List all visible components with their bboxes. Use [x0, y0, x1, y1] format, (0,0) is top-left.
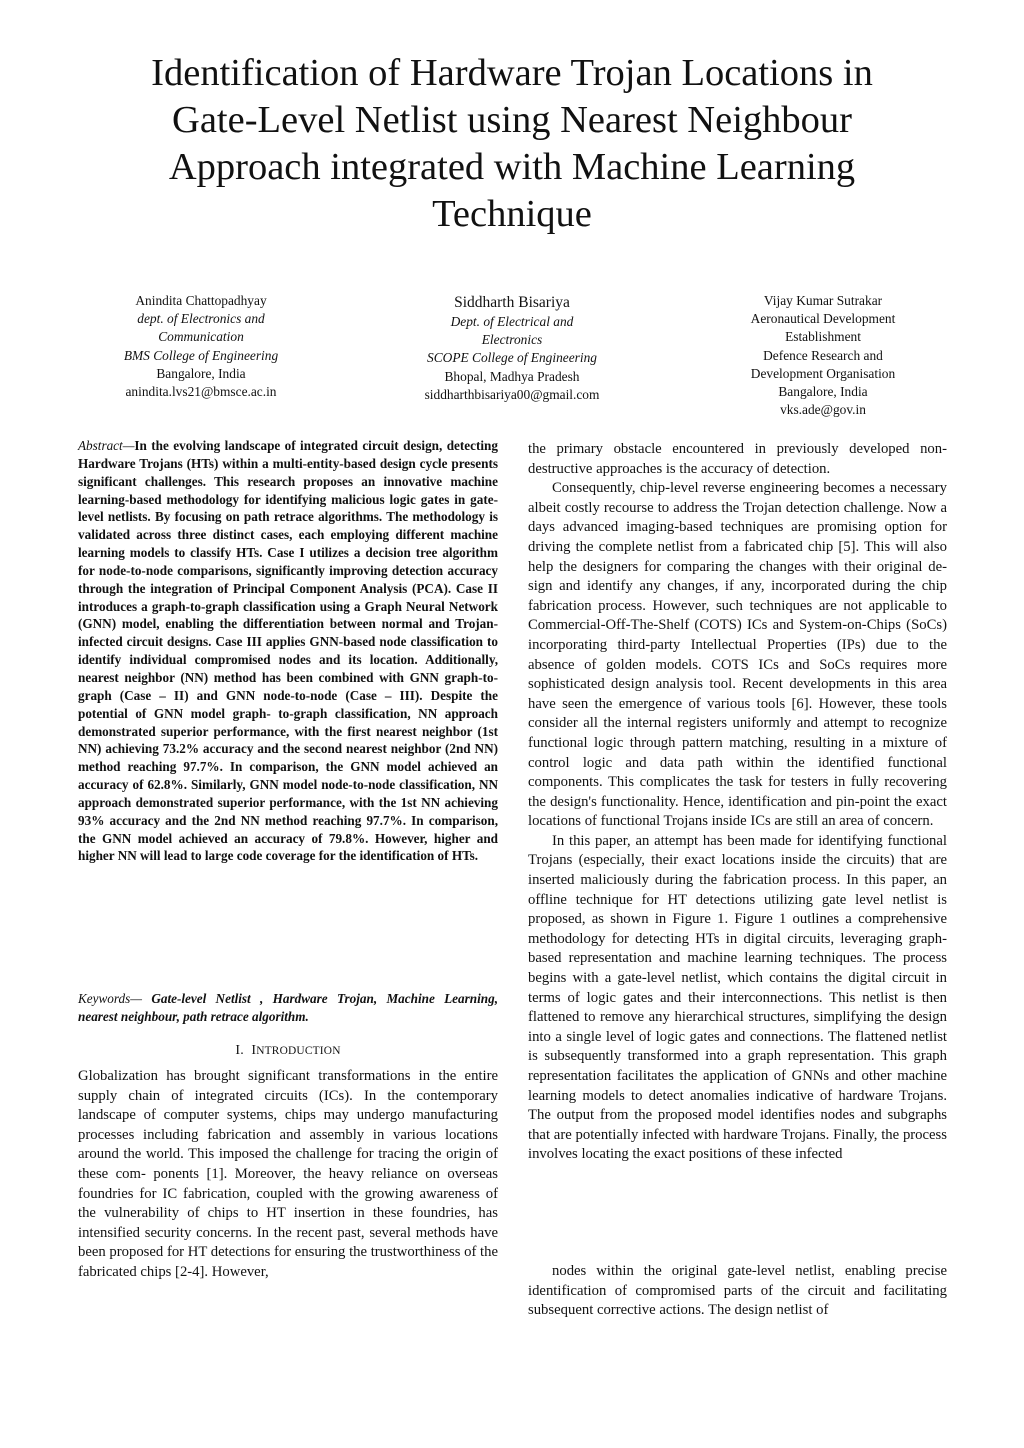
author-institution: BMS College of Engineering: [123, 347, 279, 363]
author-institution: SCOPE College of Engineering: [427, 350, 597, 366]
author-email: vks.ade@gov.in: [780, 402, 866, 418]
author-email: anindita.lvs21@bmsce.ac.in: [125, 384, 277, 400]
author-dept: Communication: [158, 329, 244, 345]
author-block-3: [698, 292, 948, 419]
keywords: [78, 990, 498, 1026]
section-number: I.: [235, 1043, 244, 1058]
author-dept: Development Organisation: [750, 365, 896, 381]
title-line: Identification of Hardware Trojan Locations in: [151, 52, 873, 94]
section-title-initial: I: [251, 1043, 257, 1058]
author-location: Bangalore, India: [778, 384, 868, 400]
abstract-label: Abstract—: [78, 438, 135, 453]
author-dept: Electronics: [481, 332, 543, 348]
title-line: Gate-Level Netlist using Nearest Neighbour: [172, 99, 852, 141]
author-name: Anindita Chattopadhyay: [135, 293, 267, 308]
abstract-text: In the evolving landscape of integrated circuit design, detecting Hardware Trojans (HTs) within a multi-entity-based design cycle presents significant challenges. This research proposes an innovative machine learning-based methodology for identifying malicious logic gates in gate-level netlists. By focusing on path retrace algorithms. The methodology is validated across three distinct cases, each employing different machine learning models to classify HTs. Case I utilizes a decision tree algorithm for node-to-node comparisons, significantly improving detection accuracy through the integration of Principal Component Analysis (PCA). Case II introduces a graph-to-graph classification using a Graph Neural Network (GNN) model, enabling the differentiation between normal and Trojan-infected circuit designs. Case III applies GNN-based node classification to identify individual compromised nodes and its location. Additionally, nearest neighbor (NN) method has been combined with GNN graph-to-graph (Case – II) and GNN node-to-node (Case – III). Despite the potential of GNN model graph- to-graph classification, NN approach demonstrated superior performance, with the first nearest neighbor (1st NN) achieving 73.2% accuracy and the second nearest neighbor (2nd NN) method reaching 97.7%. In comparison, the GNN model achieved an accuracy of 62.8%. Similarly, GNN model node-to-node classification, NN approach demonstrated superior performance, with the 1st NN achieving 93% accuracy and the 2nd NN method reaching 97.7%. In comparison, the GNN model achieved an accuracy of 79.8%. However, higher and higher NN will lead to large code coverage for the identification of HTs.: [78, 438, 498, 864]
author-name: Siddharth Bisariya: [454, 294, 570, 311]
right-column-body: [528, 440, 947, 1165]
section-title-rest: NTRODUCTION: [256, 1045, 341, 1057]
right-column-continuation: [528, 1262, 947, 1321]
left-column-body: [78, 1067, 498, 1283]
abstract: [78, 437, 498, 865]
author-dept: Establishment: [785, 329, 861, 345]
keywords-label: Keywords—: [78, 991, 142, 1006]
author-email: siddharthbisariya00@gmail.com: [424, 386, 600, 402]
author-dept: dept. of Electronics and: [137, 311, 265, 327]
author-dept: Defence Research and: [763, 347, 883, 363]
body-paragraph: In this paper, an attempt has been made for identifying functional Trojans (especially, their exact locations inside the circuits) that are inserted maliciously during the fabrication process. In this paper, an offline technique for HT detections utilizing gate level netlist is proposed, as shown in Figure 1. Figure 1 outlines a comprehensive methodology for detecting HTs in digital circuits, leveraging graph-based representation and machine learning techniques. The process begins with a gate-level netlist, which contains the digital circuit in terms of logic gates and their interconnections. This netlist is then flattened to remove any hierarchical structures, simplifying the design into a single level of logic gates and connections. The flattened netlist is subsequently transformed into a graph representation. This graph representation facilitates the application of GNNs and other machine learning models to detect anomalies indicative of hardware Trojans. The output from the proposed model identifies nodes and subgraphs that are potentially infected with hardware Trojans. Finally, the process involves locating the exact positions of these infected: [528, 832, 947, 1163]
keywords-text: Gate-level Netlist , Hardware Trojan, Machine Learning, nearest neighbour, path retrace algorithm.: [78, 991, 498, 1024]
author-dept: Dept. of Electrical and: [450, 314, 574, 329]
paper-title: [60, 50, 964, 238]
section-heading: [78, 1042, 498, 1060]
body-paragraph: Consequently, chip-level reverse engineering becomes a necessary albeit costly recourse to address the Trojan detection challenge. Now a days advanced imaging-based techniques are promising option for driving the complete netlist from a fabricated chip [5]. This will also help the designers for comparing the changes with their original de- sign and identify any changes, if any, incorporated during the chip fabrication process. However, such techniques are not applicable to Commercial-Off-The-Shelf (COTS) ICs and System-on-Chips (SoCs) incorporating third-party Intellectual Properties (IPs) due to the absence of golden models. COTS ICs and SoCs requires more sophisticated design analysis tool. Recent developments in this area have seen the emergence of various tools [6]. However, these tools consider all the internal registers uniformly and attempt to recognize functional logic through pattern matching, resulting in a mixture of control logic and data path within the identified functional components. This complicates the task for testers in fully recovering the design's functionality. Hence, identification and pin-point the exact locations of functional Trojans inside ICs are still an area of concern.: [528, 480, 947, 830]
author-block-1: [76, 292, 326, 401]
author-dept: Aeronautical Development: [750, 311, 896, 327]
body-paragraph: Globalization has brought significant transformations in the entire supply chain of integrated circuits (ICs). In the contemporary landscape of computer systems, chips may undergo manufacturing processes including fabrication and assembly in various locations around the world. This imposed the challenge for tracing the origin of these com- ponents [1]. Moreover, the heavy reliance on overseas foundries for IC fabrication, coupled with the growing awareness of the vulnerability of chips to HT insertion in these foundries, has intensified security concerns. In the recent past, several methods have been proposed for HT detections for ensuring the trustworthiness of the fabricated chips [2-4]. However,: [78, 1068, 498, 1280]
body-paragraph: the primary obstacle encountered in previously developed non- destructive approaches is the accuracy of detection.: [528, 441, 947, 477]
author-name: Vijay Kumar Sutrakar: [763, 293, 883, 308]
author-location: Bangalore, India: [156, 365, 246, 381]
author-location: Bhopal, Madhya Pradesh: [444, 368, 580, 384]
body-paragraph: nodes within the original gate-level netlist, enabling precise identification of compromised parts of the circuit and facilitating subsequent corrective actions. The design netlist of: [528, 1263, 947, 1319]
author-block-2: [387, 293, 637, 404]
title-line: Approach integrated with Machine Learning: [168, 146, 856, 188]
title-line: Technique: [432, 193, 592, 235]
